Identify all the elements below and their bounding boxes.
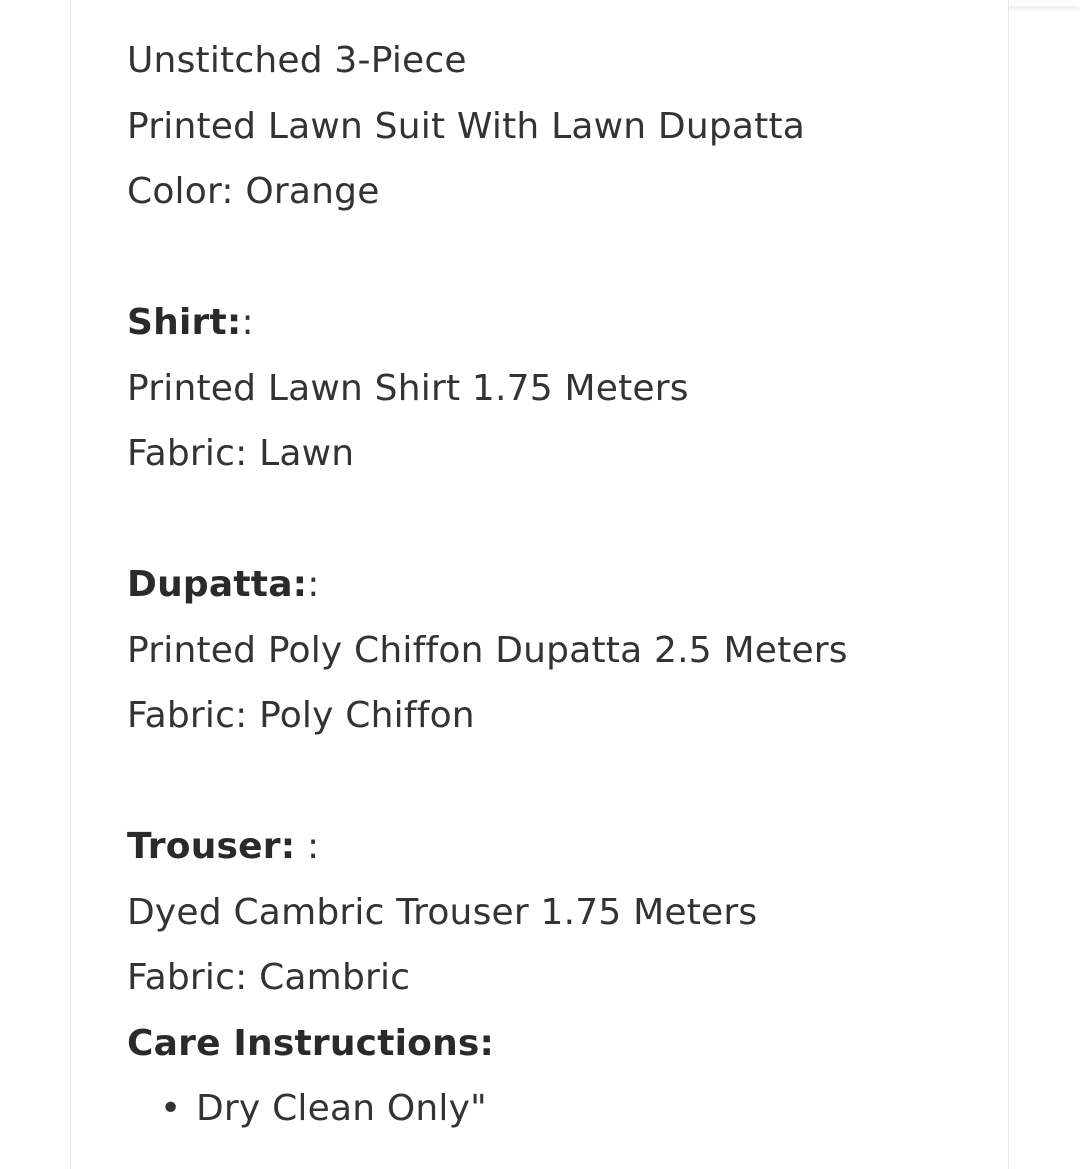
shirt-heading-line [127,290,1007,356]
care-list [127,1076,1007,1142]
care-heading: Care Instructions: [127,1022,495,1064]
dupatta-fabric: Fabric: Poly Chiffon [127,695,475,736]
dupatta-detail: Printed Poly Chiffon Dupatta 2.5 Meters [127,629,848,671]
intro-line: Printed Lawn Suit With Lawn Dupatta [127,105,806,147]
bullet-icon: • [160,1088,182,1129]
trouser-detail: Dyed Cambric Trouser 1.75 Meters [127,891,758,933]
shirt-heading-suffix: : [241,302,254,343]
trouser-heading-suffix: : [295,826,320,867]
shirt-heading: Shirt: [127,302,242,343]
product-description [127,28,1007,1142]
care-list-item [160,1076,1007,1142]
spacer [127,225,1007,291]
shirt-detail: Printed Lawn Shirt 1.75 Meters [127,367,689,409]
color-line: Color: Orange [127,171,380,212]
spacer [127,487,1007,553]
dupatta-heading: Dupatta: [127,564,308,605]
spacer [127,749,1007,815]
dupatta-heading-line [127,552,1007,618]
dupatta-heading-suffix: : [307,564,320,605]
shirt-fabric: Fabric: Lawn [127,433,355,474]
care-item-text: Dry Clean Only" [196,1088,487,1129]
trouser-fabric: Fabric: Cambric [127,957,411,998]
trouser-heading-line [127,814,1007,880]
intro-line: Unstitched 3-Piece [127,40,467,81]
trouser-heading: Trouser: [127,826,296,867]
